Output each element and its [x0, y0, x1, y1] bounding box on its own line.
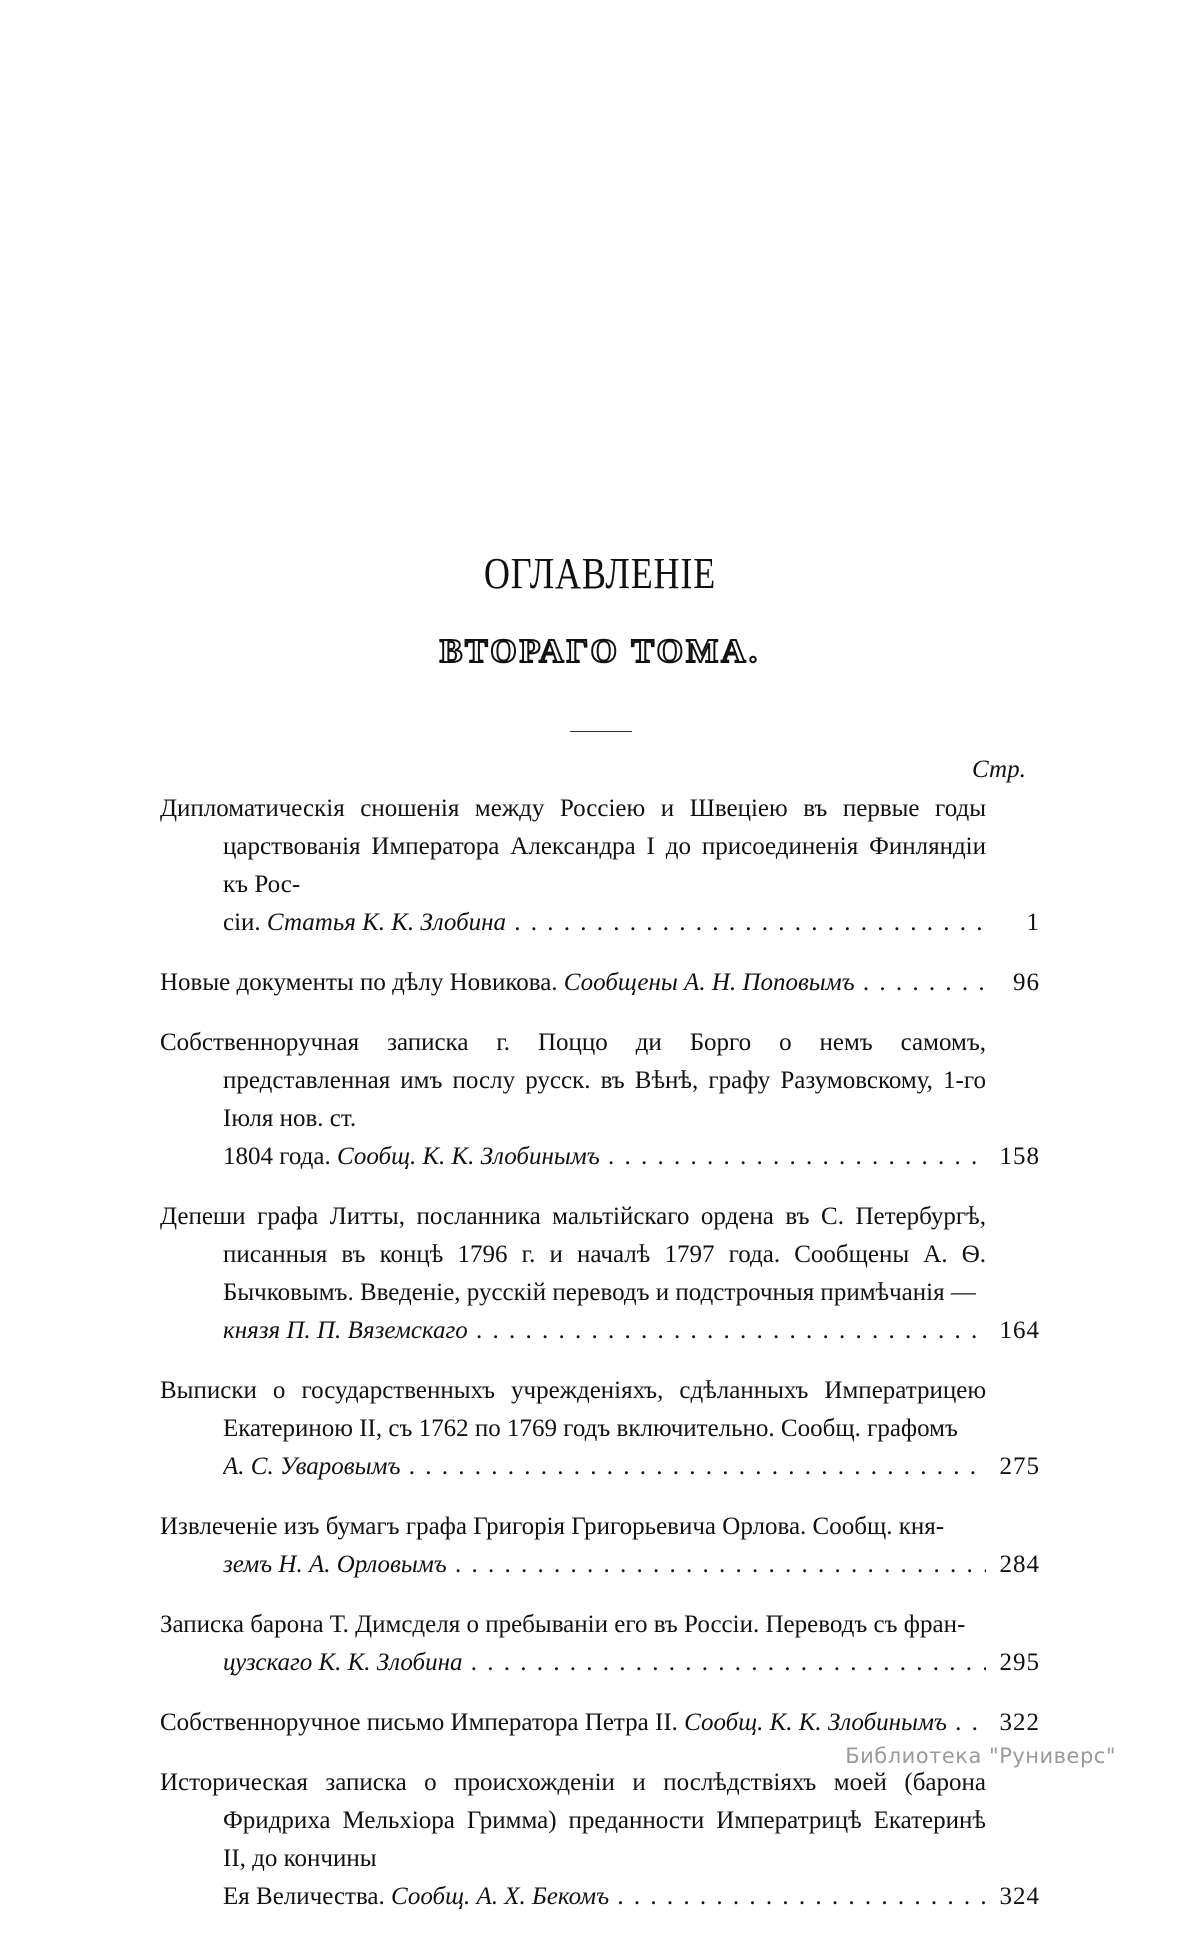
toc-entry-source: Сообщены А. Н. Поповымъ: [563, 969, 855, 996]
toc-entry-source: Сообщ. К. К. Злобинымъ: [336, 1143, 600, 1170]
toc-entry: [160, 1372, 1040, 1486]
toc-entry-page: 275: [986, 1448, 1040, 1486]
toc-entry-page: 1: [986, 904, 1040, 942]
toc-entry-tail: 1804 года.: [223, 1143, 331, 1170]
toc-entry: [160, 1704, 1040, 1742]
page-title: ОГЛАВЛЕНІЕ: [483, 549, 717, 598]
toc-entry: [160, 1508, 1040, 1584]
toc-entry-source: Сообщ. А. Х. Бекомъ: [391, 1883, 610, 1910]
toc-entry-text: Извлеченіе изъ бумагъ графа Григорія Григорьевича Орлова. Сообщ. кня-: [160, 1513, 945, 1540]
toc-entry: [160, 1198, 1040, 1350]
toc-entry-tail: Новые документы по дѣлу Новикова.: [160, 969, 558, 996]
toc-entry-page: 322: [986, 1704, 1040, 1742]
toc-entry-text: Историческая записка о происхожденіи и послѣдствіяхъ моей (барона Фридриха Мельхіора Гримма) преданности Императрицѣ Екатеринѣ II, до кончины: [160, 1769, 986, 1872]
toc-entry: [160, 1606, 1040, 1682]
page-subtitle: ВТОРАГО ТОМА.: [439, 633, 761, 670]
toc-entry-text: Дипломатическія сношенія между Россіею и Швеціею въ первые годы царствованія Императора Александра I до присоединенія Финляндіи къ Рос-: [160, 795, 986, 898]
toc-entry-text: Записка барона Т. Димсделя о пребываніи его въ Россіи. Переводъ съ фран-: [160, 1611, 966, 1638]
toc-entry-page: 158: [986, 1138, 1040, 1176]
library-watermark: Библиотека "Руниверс": [845, 1744, 1116, 1768]
toc-entry-page: 164: [986, 1312, 1040, 1350]
title-divider: [570, 731, 632, 732]
toc-entry-source: князя П. П. Вяземскаго: [223, 1317, 468, 1344]
toc-entry-source: А. С. Уваровымъ: [223, 1453, 401, 1480]
toc-entry-tail: сіи.: [223, 909, 261, 936]
pages-column-label: Стр.: [972, 756, 1026, 783]
toc-entry: [160, 1024, 1040, 1176]
toc-entry-tail: Ея Величества.: [223, 1883, 385, 1910]
toc-entry-text: Депеши графа Литты, посланника мальтійскаго ордена въ С. Петербургѣ, писанныя въ концѣ 1796 г. и началѣ 1797 года. Сообщены А. Ѳ. Бычковымъ. Введеніе, русскій переводъ и подстрочныя примѣчанія —: [160, 1203, 986, 1306]
toc-entry-tail: Собственноручное письмо Императора Петра II.: [160, 1709, 678, 1736]
toc-entry-page: 324: [986, 1878, 1040, 1916]
toc-entry-text: Выписки о государственныхъ учрежденіяхъ, сдѣланныхъ Императрицею Екатериною II, съ 1762 по 1769 годъ включительно. Сообщ. графомъ: [160, 1377, 986, 1442]
toc-entry-source: Статья К. К. Злобина: [266, 909, 507, 936]
toc-entry-source: Сообщ. К. К. Злобинымъ: [684, 1709, 947, 1736]
toc-entry: [160, 790, 1040, 942]
toc-entry-text: Собственноручная записка г. Поццо ди Борго о немъ самомъ, представленная имъ послу русск. въ Вѣнѣ, графу Разумовскому, 1-го Іюля нов. ст.: [160, 1029, 986, 1132]
toc-entry-source: земъ Н. А. Орловымъ: [223, 1551, 447, 1578]
toc-entry: [160, 1764, 1040, 1916]
toc-entry-source: цузскаго К. К. Злобина: [223, 1649, 463, 1676]
toc-entry-page: 295: [986, 1644, 1040, 1682]
toc-entry-page: 284: [986, 1546, 1040, 1584]
toc-entry: [160, 964, 1040, 1002]
toc-entry-page: 96: [986, 964, 1040, 1002]
